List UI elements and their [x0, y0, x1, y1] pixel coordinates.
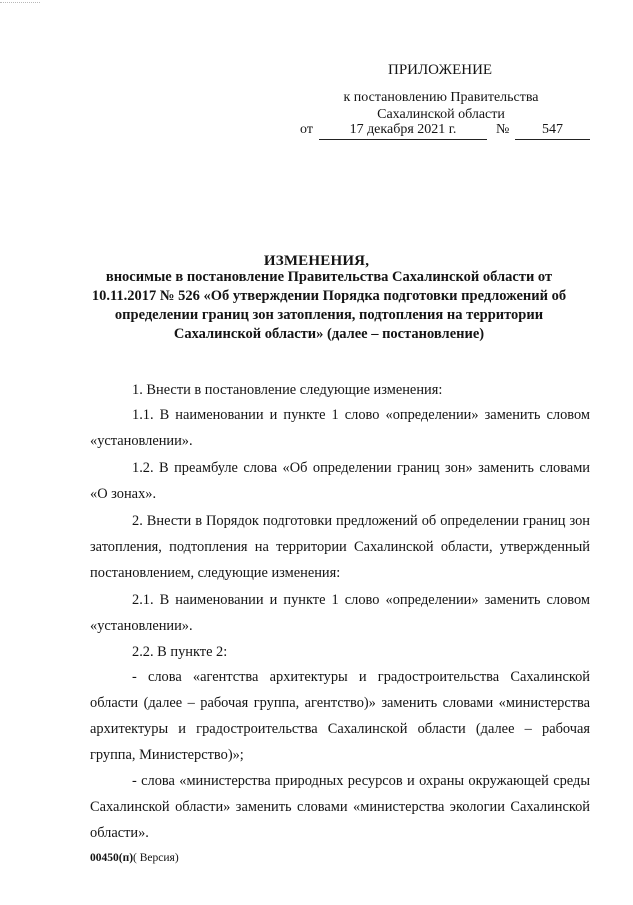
document-footer: [90, 852, 179, 864]
resolution-number: 547: [515, 122, 590, 140]
resolution-reference-line-2: Сахалинской области: [377, 107, 505, 122]
paragraph: 1. Внести в постановление следующие изменения:: [132, 382, 443, 398]
document-version: ( Версия): [133, 852, 179, 864]
resolution-date-row: [300, 122, 600, 140]
appendix-heading: ПРИЛОЖЕНИЕ: [388, 62, 493, 78]
number-label: №: [496, 122, 510, 137]
resolution-date: 17 декабря 2021 г.: [319, 122, 487, 140]
paragraph: 1.2. В преамбуле слова «Об определении границ зон» заменить словами «О зонах».: [90, 460, 590, 502]
resolution-reference-line-1: к постановлению Правительства: [343, 90, 539, 105]
document-code: 00450(п): [90, 852, 134, 864]
paragraph: 2.2. В пункте 2:: [132, 644, 228, 660]
document-title: ИЗМЕНЕНИЯ,: [263, 253, 370, 269]
paragraph: - слова «агентства архитектуры и градостроительства Сахалинской области (далее – рабочая группа, агентство)» заменить словами «министерства архитектуры и градостроительства Сахалинской области (далее – рабочая группа, Министерство)»;: [90, 669, 590, 763]
paragraph: 1.1. В наименовании и пункте 1 слово «определении» заменить словом «установлении».: [90, 407, 590, 449]
from-label: от: [300, 122, 313, 137]
paragraph: 2.1. В наименовании и пункте 1 слово «определении» заменить словом «установлении».: [90, 592, 590, 634]
paragraph: - слова «министерства природных ресурсов и охраны окружающей среды Сахалинской области» заменить словами «министерства экологии Сахалинской области».: [90, 773, 590, 841]
document-subtitle: вносимые в постановление Правительства Сахалинской области от 10.11.2017 № 526 «Об утверждении Порядка подготовки предложений об определении границ зон затопления, подтопления на территории Сахалинской области» (далее – постановление): [91, 269, 567, 342]
resolution-reference: [335, 89, 547, 123]
scan-artifact: [0, 2, 40, 4]
paragraph: 2. Внести в Порядок подготовки предложений об определении границ зон затопления, подтопления на территории Сахалинской области, утвержденный постановлением, следующие изменения:: [90, 513, 590, 581]
